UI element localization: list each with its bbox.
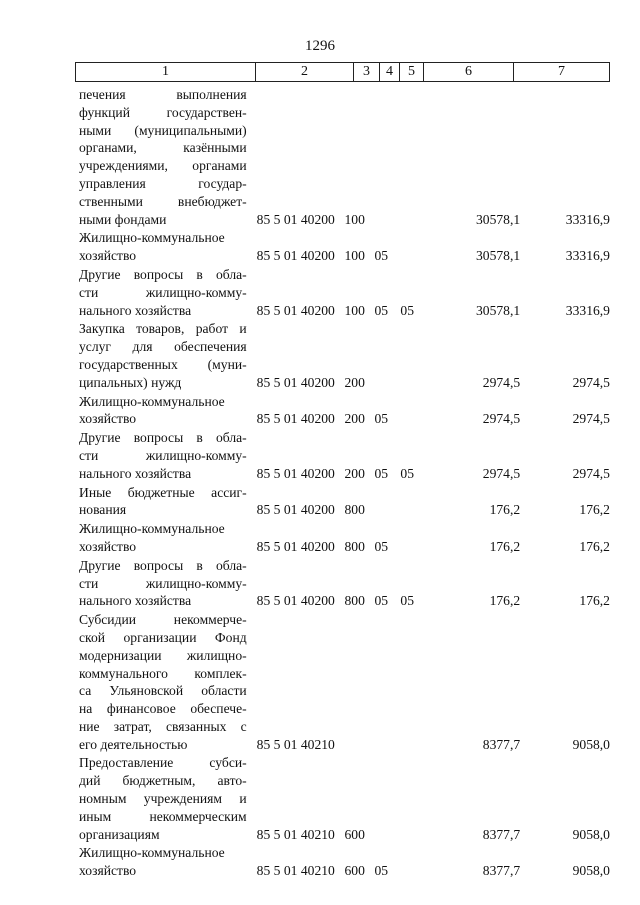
amount-year-1: 2974,5: [482, 411, 521, 427]
target-code: 85 5 01 40200: [256, 593, 335, 609]
column-header-5: 5: [400, 63, 424, 81]
description-line: Другие вопросы в обла-: [79, 557, 247, 573]
description-line: Субсидии некоммерче-: [79, 612, 247, 628]
table-row: [79, 86, 610, 228]
section: 05: [374, 411, 389, 427]
section: 05: [374, 465, 389, 481]
table-row: [79, 484, 610, 520]
table-row: [79, 844, 610, 880]
column-header-4: 4: [380, 63, 400, 81]
description-line: ние затрат, связанных с: [79, 718, 247, 734]
amount-year-2: 176,2: [579, 502, 610, 518]
amount-year-1: 8377,7: [482, 863, 521, 879]
description-line: модернизации жилищно-: [79, 647, 247, 663]
column-header-6: 6: [424, 63, 514, 81]
description-line: ными (муниципальными): [79, 122, 247, 138]
amount-year-2: 2974,5: [572, 411, 610, 427]
table-body: [79, 86, 610, 881]
target-code: 85 5 01 40200: [256, 374, 335, 390]
expense-type: 200: [344, 465, 365, 481]
description-line: ственными внебюджет-: [79, 193, 247, 209]
amount-year-1: 2974,5: [482, 374, 521, 390]
description-line: нального хозяйства: [79, 465, 192, 481]
description-line: сти жилищно-комму-: [79, 575, 247, 591]
expense-type: 800: [344, 538, 365, 554]
description-line: Закупка товаров, работ и: [79, 321, 247, 337]
expense-type: 100: [344, 302, 365, 318]
description-line: управления государ-: [79, 175, 247, 191]
row-description: [79, 266, 247, 319]
description-line: органами, казёнными: [79, 140, 247, 156]
table-row: [79, 320, 610, 391]
subsection: 05: [400, 593, 414, 609]
description-line: са Ульяновской области: [79, 683, 247, 699]
expense-type: 100: [344, 211, 365, 227]
column-header-2: 2: [256, 63, 354, 81]
table-row: [79, 754, 610, 843]
row-description: [79, 229, 247, 265]
description-line: на финансовое обеспече-: [79, 701, 247, 717]
description-line: учреждениями, органами: [79, 158, 247, 174]
description-line: Предоставление субси-: [79, 755, 247, 771]
section: 05: [374, 248, 389, 264]
column-header-1: 1: [76, 63, 256, 81]
description-line: Иные бюджетные ассиг-: [79, 484, 247, 500]
expense-type: 100: [344, 248, 365, 264]
amount-year-2: 2974,5: [572, 465, 610, 481]
page-number: 1296: [305, 38, 335, 54]
amount-year-2: 33316,9: [565, 211, 610, 227]
description-line: Жилищно-коммунальное: [79, 845, 225, 861]
amount-year-2: 9058,0: [572, 863, 610, 879]
row-description: [79, 754, 247, 843]
description-line: Другие вопросы в обла-: [79, 266, 247, 282]
section: 05: [374, 538, 389, 554]
row-description: [79, 484, 247, 520]
amount-year-1: 30578,1: [475, 248, 521, 264]
row-description: [79, 320, 247, 391]
amount-year-1: 2974,5: [482, 465, 521, 481]
amount-year-2: 9058,0: [572, 826, 610, 842]
amount-year-1: 176,2: [489, 502, 521, 518]
table-row: [79, 229, 610, 265]
section: 05: [374, 863, 389, 879]
row-description: [79, 844, 247, 880]
table-header: [75, 62, 610, 82]
description-line: номным учреждениям и: [79, 791, 247, 807]
target-code: 85 5 01 40200: [256, 211, 335, 227]
amount-year-2: 33316,9: [565, 248, 610, 264]
table-row: [79, 429, 610, 482]
description-line: ными фондами: [79, 211, 167, 227]
amount-year-2: 33316,9: [565, 302, 610, 318]
amount-year-1: 176,2: [489, 593, 521, 609]
target-code: 85 5 01 40200: [256, 465, 335, 481]
description-line: сти жилищно-комму-: [79, 447, 247, 463]
description-line: хозяйство: [79, 248, 137, 264]
row-description: [79, 557, 247, 610]
section: 05: [374, 302, 389, 318]
description-line: Жилищно-коммунальное: [79, 230, 225, 246]
target-code: 85 5 01 40200: [256, 248, 335, 264]
subsection: 05: [400, 465, 414, 481]
description-line: иным некоммерческим: [79, 808, 247, 824]
description-line: дий бюджетным, авто-: [79, 773, 247, 789]
amount-year-2: 176,2: [579, 593, 610, 609]
section: 05: [374, 593, 389, 609]
target-code: 85 5 01 40200: [256, 302, 335, 318]
amount-year-1: 176,2: [489, 538, 521, 554]
row-description: [79, 520, 247, 556]
expense-type: 200: [344, 411, 365, 427]
description-line: Другие вопросы в обла-: [79, 430, 247, 446]
amount-year-1: 8377,7: [482, 826, 521, 842]
row-description: [79, 86, 247, 228]
description-line: хозяйство: [79, 538, 137, 554]
row-description: [79, 611, 247, 753]
description-line: ской организации Фонд: [79, 629, 247, 645]
description-line: печения выполнения: [79, 87, 247, 102]
description-line: хозяйство: [79, 411, 137, 427]
description-line: нального хозяйства: [79, 302, 192, 318]
target-code: 85 5 01 40200: [256, 502, 335, 518]
description-line: ципальных) нужд: [79, 374, 182, 390]
table-row: [79, 393, 610, 429]
table-row: [79, 557, 610, 610]
amount-year-1: 30578,1: [475, 302, 521, 318]
amount-year-2: 176,2: [579, 538, 610, 554]
description-line: сти жилищно-комму-: [79, 284, 247, 300]
description-line: нования: [79, 502, 127, 518]
expense-type: 800: [344, 593, 365, 609]
column-header-3: 3: [354, 63, 380, 81]
expense-type: 200: [344, 374, 365, 390]
description-line: Жилищно-коммунальное: [79, 393, 225, 409]
target-code: 85 5 01 40200: [256, 411, 335, 427]
table-row: [79, 611, 610, 753]
description-line: функций государствен-: [79, 104, 247, 120]
column-header-7: 7: [558, 64, 565, 79]
amount-year-2: 9058,0: [572, 736, 610, 752]
table-row: [79, 520, 610, 556]
subsection: 05: [400, 302, 414, 318]
amount-year-1: 8377,7: [482, 736, 521, 752]
target-code: 85 5 01 40210: [256, 826, 335, 842]
description-line: Жилищно-коммунальное: [79, 521, 225, 537]
target-code: 85 5 01 40210: [256, 863, 335, 879]
description-line: его деятельностью: [79, 736, 188, 752]
description-line: хозяйство: [79, 863, 137, 879]
description-line: услуг для обеспечения: [79, 339, 247, 355]
target-code: 85 5 01 40200: [256, 538, 335, 554]
description-line: нального хозяйства: [79, 593, 192, 609]
expense-type: 600: [344, 863, 365, 879]
amount-year-2: 2974,5: [572, 374, 610, 390]
amount-year-1: 30578,1: [475, 211, 521, 227]
expense-type: 600: [344, 826, 365, 842]
row-description: [79, 429, 247, 482]
expense-type: 800: [344, 502, 365, 518]
target-code: 85 5 01 40210: [256, 736, 335, 752]
description-line: организациям: [79, 826, 160, 842]
row-description: [79, 393, 247, 429]
description-line: государственных (муни-: [79, 356, 247, 372]
table-row: [79, 266, 610, 319]
description-line: коммунального комплек-: [79, 665, 247, 681]
